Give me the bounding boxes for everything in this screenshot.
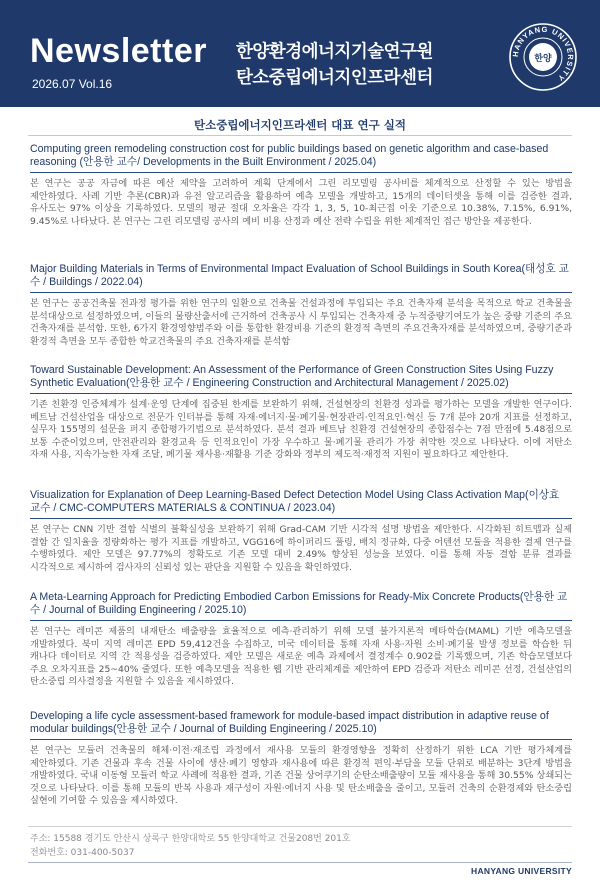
divider (30, 739, 572, 740)
footer-university-logo: HANYANG UNIVERSITY (471, 866, 572, 876)
seal-center-text: 한양 (534, 54, 552, 64)
newsletter-header (0, 0, 600, 107)
article-3 (30, 364, 572, 462)
article-6 (30, 710, 572, 808)
article-title: Visualization for Explanation of Deep Learning-Based Defect Detection Model Using Class Activation Map(이상효 교수 / CMC-COMPUTERS MATERIALS & CONTINUA / 2023.04) (30, 489, 560, 514)
org-name-line2: 탄소중립에너지인프라센터 (236, 68, 433, 88)
divider (30, 393, 572, 394)
divider (30, 292, 572, 293)
footer-phone: 전화번호: 031-400-5037 (30, 848, 135, 858)
article-body: 본 연구는 공공건축물 전과정 평가를 위한 연구의 일환으로 건축물 건설과정에 투입되는 주요 건축자재 분석을 목적으로 학교 건축물을 분석대상으로 설정하였으며, 이들의 물량산출서에 근거하여 건축공사 시 투입되는 건축자재 중 누적중량기여도가 높은 중량 기준의 주요 건축자재를 분석함. 또한, 6가지 환경영향범주와 이를 통합한 환경비용 기준의 환경적 측면의 주요건축자재를 분석하였으며, 중량기준과 환경적 측면을 모두 종합한 학교건축물의 주요 건축자재를 분석함 (30, 298, 572, 347)
divider (30, 518, 572, 519)
article-1 (30, 143, 572, 228)
article-body: 본 연구는 레미콘 제품의 내재탄소 배출량을 효율적으로 예측·관리하기 위해 모델 불가지론적 메타학습(MAML) 기반 예측모델을 개발하였다. 북미 지역 레미콘 EPD 59,412건을 수집하고, 미국 데이터를 통해 자재 사용·자원 소비·폐기물 발생 정보를 학습한 뒤 캐나다 데이터로 지역 간 적용성을 검증하였다. 제안 모델은 새로운 예측 과제에서 결정계수 0.902를 기록했으며, 기존 학습모델보다 주요 오차지표를 25~40% 줄였다. 또한 예측모델을 적용한 웹 기반 관리체계를 제안하여 EPD 검증과 저탄소 레미콘 선정, 건설산업의 탄소중립 의사결정을 지원할 수 있음을 제시하였다. (30, 626, 572, 688)
divider (30, 172, 572, 173)
article-body: 기존 친환경 인증체계가 설계·운영 단계에 집중된 한계를 보완하기 위해, 건설현장의 친환경 성과를 평가하는 모델을 개발한 연구이다. 베트남 건설산업을 대상으로 전문가 인터뷰를 통해 자재·에너지·물·폐기물·현장관리·인적요인·혁신 등 7개 분야 20개 지표를 선정하고, 실무자 155명의 설문을 퍼지 종합평가기법으로 분석하였다. 분석 결과 베트남 친환경 건설현장의 종합점수는 7점 만점에 5.48점으로 보통 수준이었으며, 안전관리와 환경교육 등 인적요인이 가장 우수하고 물·폐기물 관리가 가장 취약한 것으로 나타났다. 이에 저탄소 자재 사용, 지속가능한 자재 조달, 폐기물 재사용·재활용 기준 강화와 정부의 제도적·재정적 지원이 필요하다고 제안한다. (30, 399, 572, 461)
university-seal-logo (508, 22, 578, 92)
article-title: Major Building Materials in Terms of Environmental Impact Evaluation of School Buildings in South Korea(태성호 교수 / Buildings / 2022.04) (30, 263, 569, 288)
article-5 (30, 591, 572, 689)
article-title: A Meta-Learning Approach for Predicting Embodied Carbon Emissions for Ready-Mix Concrete Products(안용한 교수 / Journal of Building Engineering / 2025.10) (30, 591, 568, 616)
article-title: Toward Sustainable Development: An Assessment of the Performance of Green Construction Sites Using Fuzzy Synthetic Evaluation(안용한 교수 / Engineering Construction and Architectural Management / 2025.02) (30, 364, 554, 389)
seal-ring-text: HANYANG UNIVERSITY (510, 24, 576, 84)
section-title: 탄소중립에너지인프라센터 대표 연구 실적 (194, 118, 406, 132)
article-title: Computing green remodeling construction cost for public buildings based on genetic algorithm and case-based reasoning (안용한 교수/ Developments in the Built Environment / 2025.04) (30, 143, 549, 168)
footer-address: 주소: 15588 경기도 안산시 상록구 한양대학로 55 한양대학교 건물208번 201호 (30, 834, 351, 844)
divider (28, 135, 572, 136)
newsletter-label: Newsletter (30, 32, 207, 70)
divider (28, 826, 572, 827)
article-body: 본 연구는 공공 자금에 따른 예산 제약을 고려하여 계획 단계에서 그린 리모델링 공사비를 체계적으로 산정할 수 있는 방법을 제안하였다. 사례 기반 추론(CBR)과 유전 알고리즘을 활용하여 예측 모델을 개발하고, 15개의 데이터셋을 통해 이를 검증한 결과, 유사도는 97% 이상을 기록하였다. 모델의 평균 절대 오차율은 각각 1, 3, 5, 10-최근접 이웃 기준으로 10.38%, 7.15%, 6.91%, 9.45%로 나타났다. 본 연구는 그린 리모델링 공사의 예비 비용 산정과 예산 전략 수립을 위한 체계적인 접근 방안을 제공한다. (30, 178, 572, 227)
org-name-line1: 한양환경에너지기술연구원 (236, 42, 433, 62)
article-body: 본 연구는 모듈러 건축물의 해체·이전·재조립 과정에서 재사용 모듈의 환경영향을 정확히 산정하기 위한 LCA 기반 평가체계를 제안하였다. 기존 건물과 후속 건물 사이에 생산·폐기 영향과 재사용에 따른 환경적 편익·부담을 모듈 단위로 배분하는 3단계 방법을 개발하였다. 국내 이동형 모듈러 학교 사례에 적용한 결과, 기존 건물 상어쿠기의 순탄소배출량이 모듈 재사용을 통해 30.55% 상쇄되는 것으로 나타났다. 이를 통해 모듈의 반복 사용과 재구성이 자원·에너지 사용 및 탄소배출을 줄이고, 모듈러 건축의 순환경제와 탄소중립 실현에 기여할 수 있음을 제시하였다. (30, 745, 572, 807)
article-body: 본 연구는 CNN 기반 결함 식별의 불확실성을 보완하기 위해 Grad-CAM 기반 시각적 설명 방법을 제안한다. 시각화된 히트맵과 실제 결함 간 일치율을 정량화하는 평가 지표를 개발하고, VGG16에 하이퍼리드 풀링, 배치 정규화, 다중 어텐션 모듈을 적용한 결제 연구를 수행하였다. 제안 모델은 97.77%의 정확도로 기존 모델 대비 2.49% 향상된 성능을 보였다. 이를 통해 자동 결함 분류 결과를 시각적으로 제시하여 검사자의 신뢰성 있는 판단을 지원할 수 있음을 확인하였다. (30, 524, 572, 573)
divider (28, 862, 572, 863)
divider (30, 620, 572, 621)
issue-label: 2026.07 Vol.16 (32, 77, 113, 91)
article-title: Developing a life cycle assessment-based framework for module-based impact distribution in adaptive reuse of modular buildings(안용한 교수 / Journal of Building Engineering / 2025.10) (30, 710, 549, 735)
article-2 (30, 263, 572, 348)
article-4 (30, 489, 572, 574)
